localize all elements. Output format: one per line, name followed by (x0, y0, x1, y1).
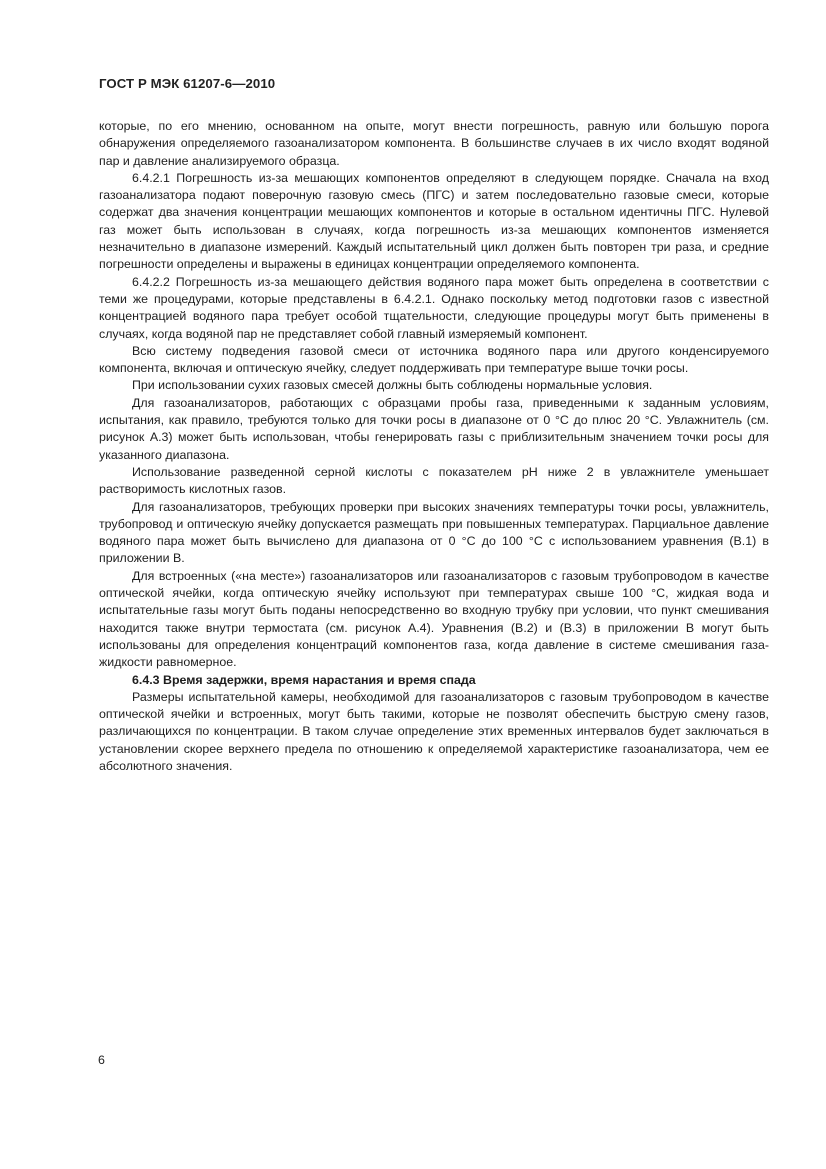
paragraph-dry-gas-conditions: При использовании сухих газовых смесей должны быть соблюдены нормальные условия. (132, 378, 653, 393)
section-heading-6-4-3: 6.4.3 Время задержки, время нарастания и время спада (132, 672, 476, 687)
paragraph-in-situ-analyzers: Для встроенных («на месте») газоанализаторов или газоанализаторов с газовым трубопроводом в качестве оптической ячейки, когда оптическую ячейку используют при температурах свыше 100 °С, жидкая вода и испытательные газы могут быть поданы непосредственно во входную трубку при условии, что пункт смешивания находится также внутри термостата (см. рисунок А.4). Уравнения (В.2) и (В.3) в приложении В могут быть использованы для определения концентраций компонентов газа, когда давление в системе смешивания газа-жидкости равномерное. (99, 568, 769, 670)
document-body (99, 118, 769, 775)
paragraph-high-dew-point: Для газоанализаторов, требующих проверки при высоких значениях температуры точки росы, увлажнитель, трубопровод и оптическую ячейку допускается размещать при повышенных температурах. Парциальное давление водяного пара может быть вычислено для диапазона от 0 °С до 100 °С с использованием уравнения (В.1) в приложении В. (99, 499, 769, 566)
paragraph-continuation: которые, по его мнению, основанном на опыте, могут внести погрешность, равную или большую порога обнаружения определяемого газоанализатором компонента. В большинстве случаев в их число входят водяной пар и давление анализируемого образца. (99, 119, 769, 168)
paragraph-6-4-2-2: 6.4.2.2 Погрешность из-за мешающего действия водяного пара может быть определена в соответствии с теми же процедурами, которые представлены в 6.4.2.1. Однако поскольку метод подготовки газов с известной концентрацией водяного пара требует особой тщательности, следующие процедуры могут быть применены в случаях, когда водяной пар не представляет собой главный измеряемый компонент. (99, 274, 769, 341)
paragraph-test-chamber: Размеры испытательной камеры, необходимой для газоанализаторов с газовым трубопроводом в качестве оптической ячейки и встроенных, могут быть такими, которые не позволят обеспечить быструю смену газов, различающихся по концентрации. В таком случае определение этих временных интервалов будет заключаться в установлении скорее верхнего предела по отношению к определяемой характеристике газоанализатора, чем ее абсолютного значения. (99, 689, 769, 773)
paragraph-humidifier: Для газоанализаторов, работающих с образцами пробы газа, приведенными к заданным условиям, испытания, как правило, требуются только для точки росы в диапазоне от 0 °С до плюс 20 °С. Увлажнитель (см. рисунок А.3) может быть использован, чтобы генерировать газы с приблизительным значением точки росы для указанного диапазона. (99, 395, 769, 462)
paragraph-6-4-2-1: 6.4.2.1 Погрешность из-за мешающих компонентов определяют в следующем порядке. Сначала на вход газоанализатора подают поверочную газовую смесь (ПГС) и затем последовательно газовые смеси, которые содержат два значения концентрации мешающих компонентов и которые в остальном идентичны ПГС. Нулевой газ может быть использован в случаях, когда погрешность из-за мешающих компонентов изменяется незначительно в диапазоне измерений. Каждый испытательный цикл должен быть повторен три раза, и средние погрешности определены и выражены в единицах концентрации определяемого компонента. (99, 170, 769, 272)
page-number: 6 (98, 1053, 105, 1067)
document-header-title: ГОСТ Р МЭК 61207-6—2010 (99, 76, 276, 91)
paragraph-gas-supply-system: Всю систему подведения газовой смеси от источника водяного пара или другого конденсируемого компонента, включая и оптическую ячейку, следует поддерживать при температуре выше точки росы. (99, 343, 769, 376)
paragraph-sulfuric-acid: Использование разведенной серной кислоты с показателем рН ниже 2 в увлажнителе уменьшает растворимость кислотных газов. (99, 464, 769, 497)
